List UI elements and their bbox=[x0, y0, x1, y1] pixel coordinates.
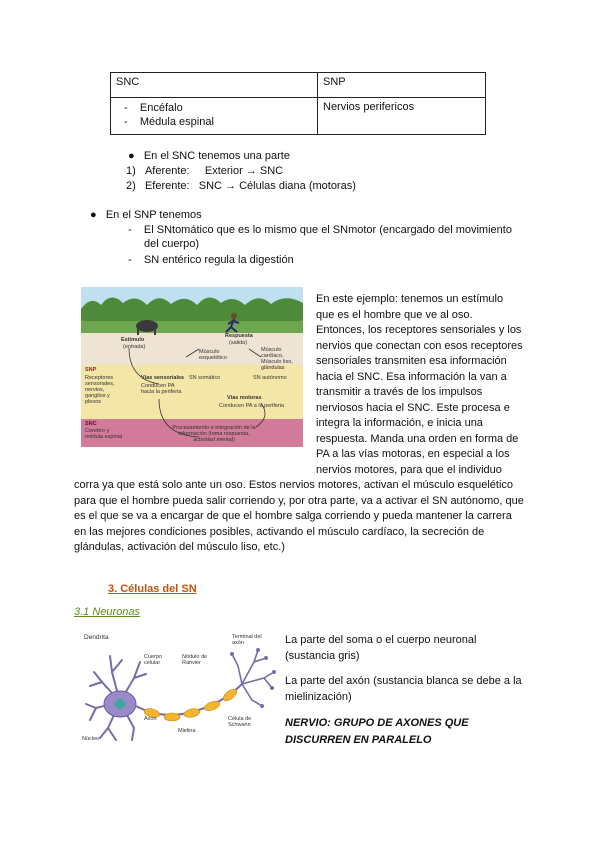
fig-label-snc: SNC bbox=[85, 421, 97, 427]
fig-label-vias-mot: Vías motoras bbox=[227, 395, 262, 401]
fig-label-mielina: Mielina bbox=[178, 728, 196, 734]
list-item-cont: del cuerpo) bbox=[144, 238, 200, 250]
neuron-figure bbox=[82, 632, 278, 746]
nervio-definition: NERVIO: GRUPO DE AXONES QUE DISCURREN EN PARALELO bbox=[285, 717, 469, 746]
table-cell-snp: Nervios perifericos bbox=[318, 98, 486, 135]
nervous-system-figure bbox=[81, 287, 303, 447]
fig-label-procesamiento: Procesamiento e integración de la información (toma respuesta, actividad mental) bbox=[172, 425, 256, 443]
fig-label-snp: SNP bbox=[85, 367, 97, 373]
list-item: - Médula espinal bbox=[124, 116, 214, 128]
fig-label-estimulo-sub: (entrada) bbox=[123, 344, 146, 350]
section-subtitle: 3.1 Neuronas bbox=[74, 606, 141, 618]
fig-label-snc-desc: Cerebro y médula espinal bbox=[85, 428, 122, 440]
fig-label-vias-sens-desc: Conducen PA hacia la periferia bbox=[141, 383, 182, 395]
fig-label-terminal: Terminal del axón bbox=[232, 634, 262, 646]
snc-snp-table bbox=[110, 72, 486, 135]
fig-label-vias-sens: Vías sensoriales bbox=[141, 375, 185, 381]
fig-label-respuesta: Respuesta bbox=[225, 333, 253, 339]
list-item: 2) Eferente: SNC → Células diana (motoras) bbox=[126, 180, 356, 192]
fig-label-vias-mot-desc: Conducen PA a la periferia bbox=[219, 403, 285, 409]
table-header-snc: SNC bbox=[111, 73, 318, 98]
fig-label-nucleo: Núcleo bbox=[82, 736, 100, 742]
list-item: - Encéfalo bbox=[124, 102, 183, 114]
neuron-text-axon: La parte del axón (sustancia blanca se debe a la mielinización) bbox=[285, 675, 522, 703]
fig-label-musculo-esq: Músculo esquelético bbox=[199, 349, 227, 361]
fig-label-musculo-card: Músculo cardíaco, Músculo liso, glándulas bbox=[261, 347, 293, 371]
neuron-text-soma: La parte del soma o el cuerpo neuronal (sustancia gris) bbox=[285, 634, 477, 662]
table-cell-snc bbox=[111, 98, 318, 135]
fig-label-schwann: Célula de Schwann bbox=[228, 716, 252, 728]
table-header-snp: SNP bbox=[318, 73, 486, 98]
bullet-snp: ● En el SNP tenemos bbox=[90, 209, 202, 221]
fig-label-snp-desc: Receptores sensoriales, nervios, ganglios y plexos bbox=[85, 375, 115, 405]
fig-label-sn-somatico: SN somático bbox=[189, 375, 221, 381]
list-item: - SN entérico regula la digestión bbox=[128, 254, 294, 266]
fig-label-dendrita: Dendrita bbox=[84, 634, 109, 641]
list-item: - El SNtomático que es lo mismo que el SNmotor (encargado del movimiento bbox=[128, 224, 512, 236]
fig-label-nodo: Nódulo de Ranvier bbox=[182, 654, 208, 666]
section-title: 3. Células del SN bbox=[108, 583, 197, 595]
fig-label-axon: Axón bbox=[144, 716, 157, 722]
fig-label-estimulo: Estímulo bbox=[121, 337, 145, 343]
example-paragraph: En este ejemplo: tenemos un estímulo que es el hombre que ve al oso. Entonces, los receptores sensoriales y los nervios que conectan con esos receptores sensoriales transmiten esa información hacia el SNC. Esa información la van a transmitir a través de los impulsos nerviosos hacia el SNC. Este procesa e integra la información, e inicia una respuesta. Manda una orden en forma de PA a las vías motoras, en especial a los nervios motores, para que el individuo bbox=[316, 293, 523, 476]
list-item: 1) Aferente: Exterior → SNC bbox=[126, 165, 284, 177]
fig-label-sn-autonomo: SN autónomo bbox=[253, 375, 287, 381]
fig-label-respuesta-sub: (salida) bbox=[229, 340, 248, 346]
example-paragraph-cont: corra ya que está solo ante un oso. Estos nervios motores, activan el músculo esquelético para que el hombre pueda salir corriendo y, por otra parte, va a activar el SN autónomo, que es el que se va a encargar de que el hombre salga corriendo y pueda mantener la carrera en las mejores condiciones posibles, activando el músculo cardíaco, la secreción de glándulas, activación del músculo liso, etc.) bbox=[74, 479, 524, 553]
bullet-snc: ● En el SNC tenemos una parte bbox=[128, 150, 290, 162]
fig-label-cuerpo: Cuerpo celular bbox=[144, 654, 163, 666]
